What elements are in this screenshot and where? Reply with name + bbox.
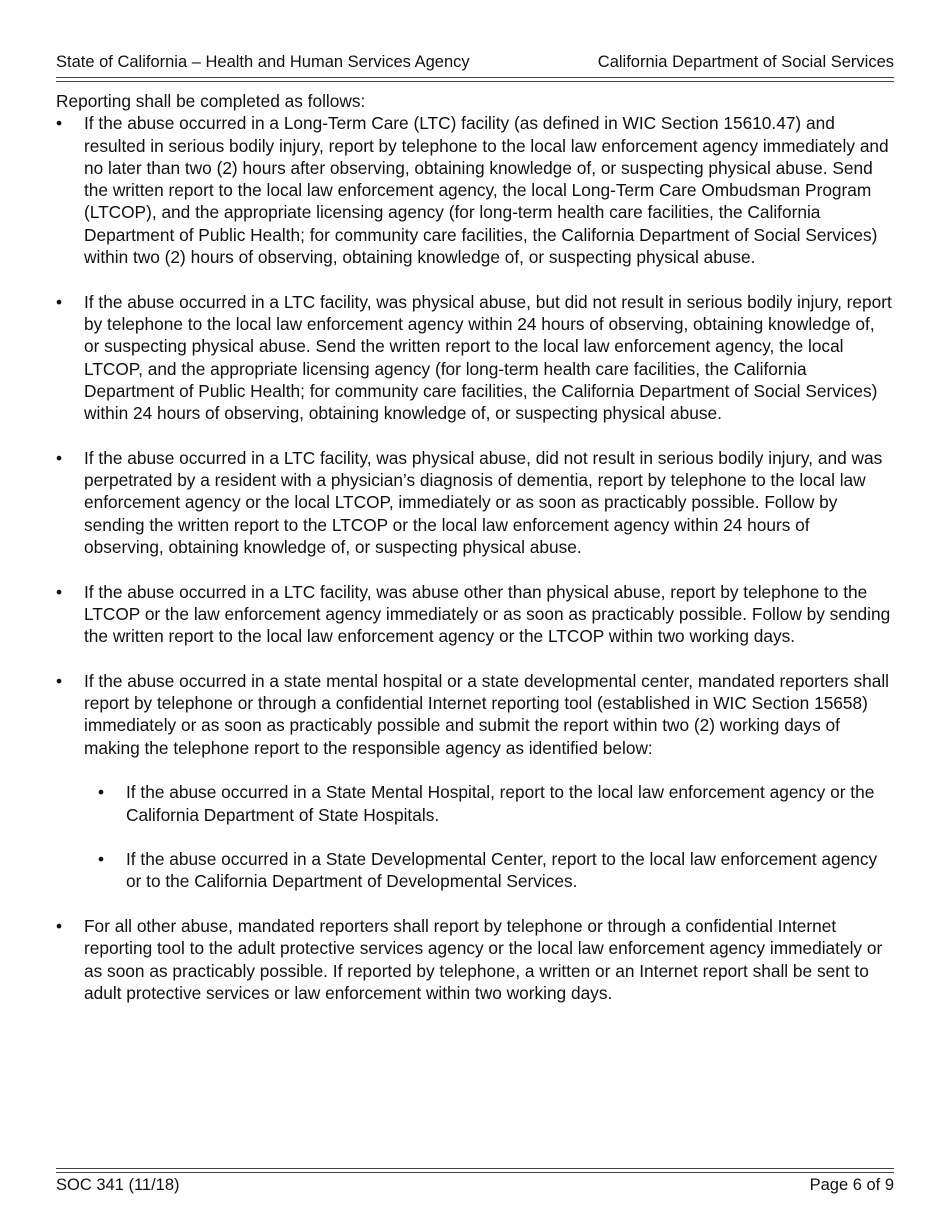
reporting-bullet-list [56, 112, 894, 1004]
bullet-icon: • [56, 915, 63, 936]
sub-list-item [84, 848, 894, 893]
page-header [56, 52, 894, 74]
sub-list-item [84, 781, 894, 826]
document-body [56, 90, 894, 1004]
list-item-text: If the abuse occurred in a LTC facility, was abuse other than physical abuse, report by telephone to the LTCOP or the law enforcement agency immediately or as soon as practicably possible. Follow by sending the written report to the local law enforcement agency or the LTCOP within two working days. [84, 581, 891, 647]
list-item [56, 291, 894, 425]
bullet-icon: • [98, 782, 105, 803]
sub-list-item-text: If the abuse occurred in a State Developmental Center, report to the local law enforcement agency or to the California Department of Developmental Services. [126, 849, 878, 892]
form-number: SOC 341 (11/18) [56, 1176, 180, 1194]
list-item-text: For all other abuse, mandated reporters shall report by telephone or through a confidential Internet reporting tool to the adult protective services agency or the local law enforcement agency immediately or as soon as practicably possible. If reported by telephone, a written or an Internet report shall be sent to adult protective services or law enforcement within two working days. [84, 915, 883, 1003]
list-item-text: If the abuse occurred in a Long-Term Care (LTC) facility (as defined in WIC Section 15610.47) and resulted in serious bodily injury, report by telephone to the local law enforcement agency immediately and no later than two (2) hours after observing, obtaining knowledge of, or suspecting physical abuse. Send the written report to the local law enforcement agency, the local Long-Term Care Ombudsman Program (LTCOP), and the appropriate licensing agency (for long-term health care facilities, the California Department of Public Health; for community care facilities, the California Department of Social Services) within two (2) hours of observing, obtaining knowledge of, or suspecting physical abuse. [84, 113, 889, 268]
footer-divider [56, 1168, 894, 1173]
bullet-icon: • [56, 291, 63, 312]
list-item [56, 915, 894, 1004]
list-item-text: If the abuse occurred in a LTC facility, was physical abuse, but did not result in serious bodily injury, report by telephone to the local law enforcement agency within 24 hours of observing, obtaining knowledge of, or suspecting physical abuse. Send the written report to the local law enforcement agency, the local LTCOP, and the appropriate licensing agency (for long-term health care facilities, the California Department of Public Health; for community care facilities, the California Department of Social Services) within 24 hours of observing, obtaining knowledge of, or suspecting physical abuse. [84, 291, 892, 424]
sub-bullet-list [84, 781, 894, 892]
bullet-icon: • [56, 581, 63, 602]
bullet-icon: • [56, 113, 63, 134]
list-item-text: If the abuse occurred in a LTC facility, was physical abuse, did not result in serious bodily injury, and was perpetrated by a resident with a physician’s diagnosis of dementia, report by telephone to the local law enforcement agency or the local LTCOP, immediately or as soon as practicably possible. Follow by sending the written report to the LTCOP or the local law enforcement agency within 24 hours of observing, obtaining knowledge of, or suspecting physical abuse. [84, 447, 883, 557]
intro-text: Reporting shall be completed as follows: [56, 91, 366, 111]
bullet-icon: • [56, 447, 63, 468]
page-number: Page 6 of 9 [809, 1176, 894, 1194]
bullet-icon: • [98, 849, 105, 870]
sub-list-item-text: If the abuse occurred in a State Mental Hospital, report to the local law enforcement agency or the California Department of State Hospitals. [126, 782, 875, 825]
header-agency: State of California – Health and Human Services Agency [56, 53, 470, 71]
list-item [56, 112, 894, 268]
list-item [56, 581, 894, 648]
list-item [56, 447, 894, 558]
header-department: California Department of Social Services [597, 53, 894, 71]
bullet-icon: • [56, 670, 63, 691]
list-item [56, 670, 894, 893]
page-footer [56, 1175, 894, 1197]
header-divider [56, 77, 894, 82]
list-item-text: If the abuse occurred in a state mental hospital or a state developmental center, mandated reporters shall report by telephone or through a confidential Internet reporting tool (established in WIC Section 15658) immediately or as soon as practicably possible and submit the report within two (2) working days of making the telephone report to the responsible agency as identified below: [84, 670, 890, 758]
